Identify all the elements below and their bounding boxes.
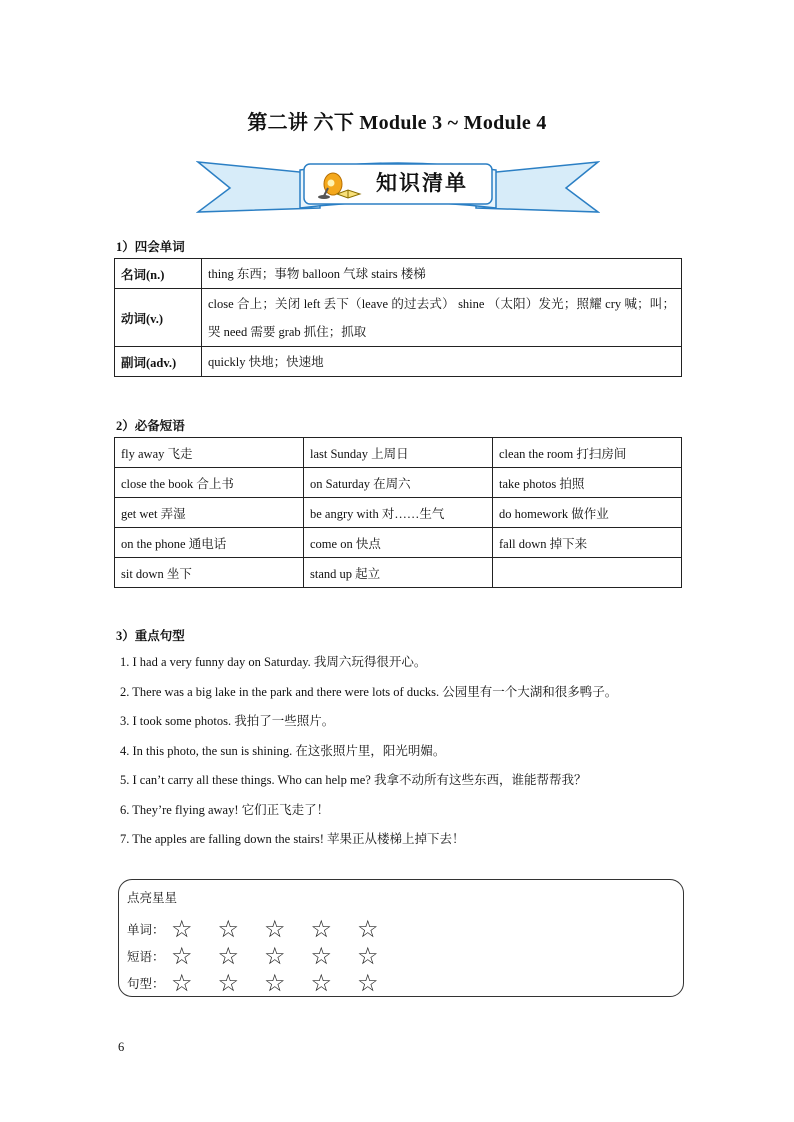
- star-icon[interactable]: ☆: [171, 915, 193, 943]
- phrase-cell: come on 快点: [304, 528, 493, 558]
- table-row: [115, 468, 682, 498]
- star-icon[interactable]: ☆: [171, 969, 193, 997]
- phrase-cell: fall down 掉下来: [493, 528, 682, 558]
- list-item: 7. The apples are falling down the stairs! 苹果正从楼梯上掉下去！: [120, 832, 465, 846]
- sentence-list: [120, 652, 720, 859]
- star-box-title: 点亮星星: [127, 890, 178, 905]
- phrase-cell: be angry with 对……生气: [304, 498, 493, 528]
- phrase-cell: do homework 做作业: [493, 498, 682, 528]
- table-row: [115, 259, 682, 289]
- table-row: [115, 528, 682, 558]
- star-row-label: 句型：: [127, 976, 165, 991]
- star-icon[interactable]: ☆: [217, 915, 240, 943]
- star-icon[interactable]: ☆: [357, 942, 379, 970]
- table-row: [115, 347, 682, 377]
- star-icon[interactable]: ☆: [264, 969, 286, 997]
- phrase-cell: take photos 拍照: [493, 468, 682, 498]
- phrase-cell: get wet 弄湿: [115, 498, 304, 528]
- banner-text: 知识清单: [376, 171, 468, 195]
- star-row-label: 单词：: [127, 922, 165, 937]
- list-item: 2. There was a big lake in the park and there were lots of ducks. 公园里有一个大湖和很多鸭子。: [120, 684, 618, 699]
- page-number: 6: [118, 1040, 125, 1054]
- vocab-words: close 合上；关闭 left 丢下（leave 的过去式） shine （太阳）发光；照耀 cry 喊；叫；哭 need 需要 grab 抓住；抓取: [202, 289, 682, 347]
- star-icon[interactable]: ☆: [357, 969, 379, 997]
- star-icon[interactable]: ☆: [264, 915, 286, 943]
- phrase-cell: on Saturday 在周六: [304, 468, 493, 498]
- phrase-cell: sit down 坐下: [115, 558, 304, 588]
- star-row-label: 短语：: [127, 949, 165, 964]
- vocab-heading: 1）四会单词: [116, 240, 185, 254]
- star-row-phrases: [127, 943, 404, 969]
- phrase-cell: clean the room 打扫房间: [493, 438, 682, 468]
- star-icon[interactable]: ☆: [217, 969, 240, 997]
- vocab-category: 副词(adv.): [115, 347, 202, 377]
- list-item: 1. I had a very funny day on Saturday. 我周六玩得很开心。: [120, 655, 427, 669]
- star-icon[interactable]: ☆: [357, 915, 379, 943]
- vocab-category: 动词(v.): [115, 289, 202, 347]
- star-icon[interactable]: ☆: [310, 915, 333, 943]
- table-row: [115, 558, 682, 588]
- vocab-category: 名词(n.): [115, 259, 202, 289]
- table-row: [115, 289, 682, 347]
- phrase-cell: fly away 飞走: [115, 438, 304, 468]
- sentences-heading: 3）重点句型: [116, 629, 185, 643]
- page-title: 第二讲 六下 Module 3 ~ Module 4: [247, 112, 547, 134]
- list-item: 6. They’re flying away! 它们正飞走了！: [120, 802, 330, 817]
- table-row: [115, 438, 682, 468]
- star-icon[interactable]: ☆: [264, 942, 286, 970]
- vocab-words: quickly 快地；快速地: [202, 347, 682, 377]
- phrase-cell: last Sunday 上周日: [304, 438, 493, 468]
- list-item: 4. In this photo, the sun is shining. 在这张照片里，阳光明媚。: [120, 743, 446, 758]
- phrase-cell: [493, 558, 682, 588]
- star-row-sentences: [127, 970, 404, 996]
- star-icon[interactable]: ☆: [310, 942, 333, 970]
- vocab-words: thing 东西；事物 balloon 气球 stairs 楼梯: [202, 259, 682, 289]
- list-item: 5. I can’t carry all these things. Who can help me? 我拿不动所有这些东西，谁能帮帮我？: [120, 773, 587, 787]
- star-row-words: [127, 916, 404, 942]
- vocab-table: [114, 258, 682, 377]
- star-icon[interactable]: ☆: [171, 942, 193, 970]
- phrase-cell: on the phone 通电话: [115, 528, 304, 558]
- table-row: [115, 498, 682, 528]
- phrases-table: [114, 437, 682, 588]
- list-item: 3. I took some photos. 我拍了一些照片。: [120, 714, 335, 728]
- phrases-heading: 2）必备短语: [116, 419, 185, 433]
- star-icon[interactable]: ☆: [310, 969, 333, 997]
- star-rating-box: [118, 879, 684, 997]
- star-icon[interactable]: ☆: [217, 942, 240, 970]
- phrase-cell: close the book 合上书: [115, 468, 304, 498]
- phrase-cell: stand up 起立: [304, 558, 493, 588]
